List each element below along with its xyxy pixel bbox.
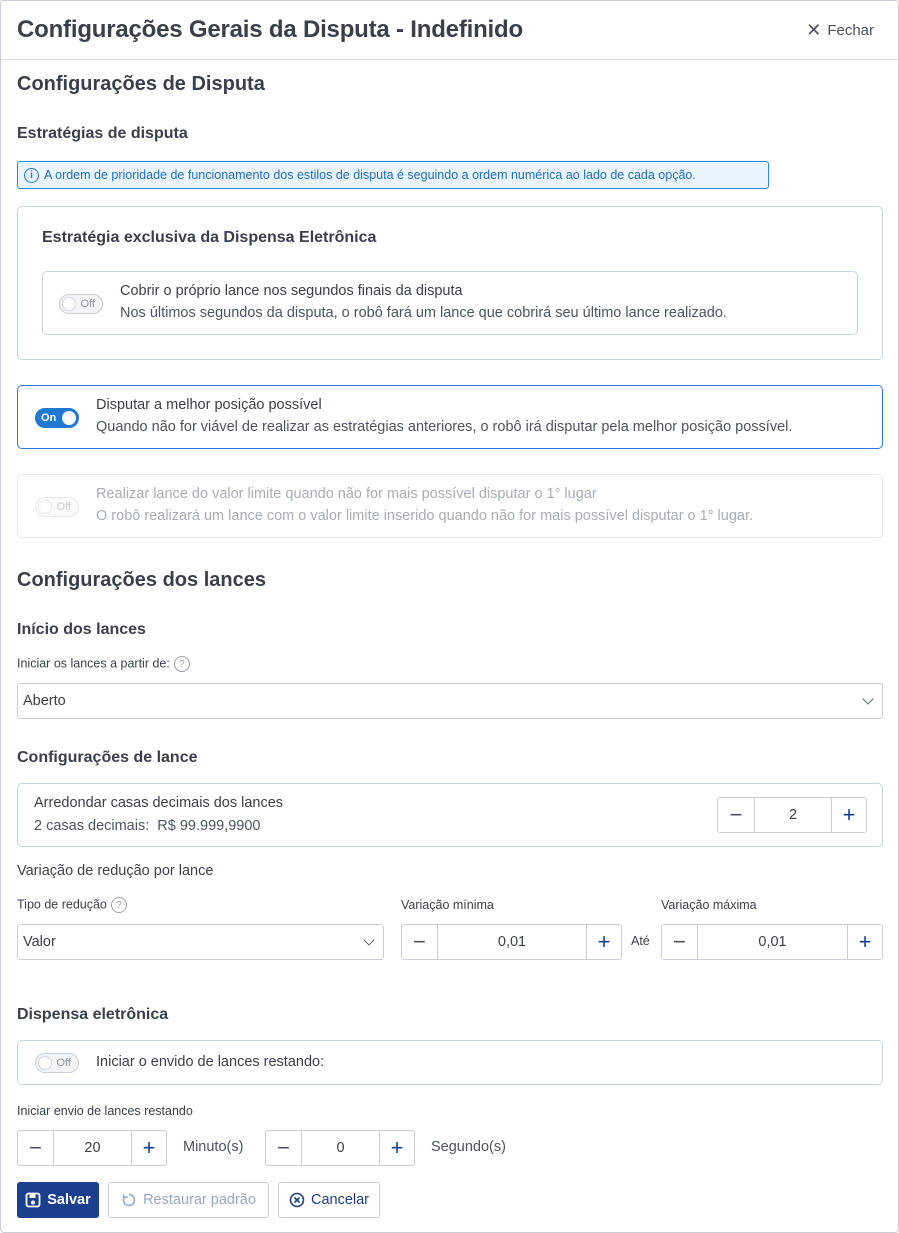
chevron-down-icon bbox=[862, 693, 873, 704]
increment-button[interactable]: + bbox=[848, 925, 882, 959]
toggle-knob bbox=[62, 297, 76, 311]
bids-start-value: Aberto bbox=[23, 693, 66, 709]
increment-button[interactable]: + bbox=[132, 1131, 166, 1165]
toggle-label: Off bbox=[56, 501, 71, 513]
save-button[interactable] bbox=[17, 1182, 99, 1218]
dispute-section-title: Configurações de Disputa bbox=[17, 73, 265, 95]
bids-start-title: Início dos lances bbox=[17, 621, 146, 638]
reduction-type-value: Valor bbox=[23, 934, 56, 950]
bids-start-select[interactable] bbox=[17, 683, 883, 719]
reduction-type-label-row bbox=[17, 897, 127, 913]
best-position-toggle[interactable] bbox=[35, 408, 79, 428]
round-decimals-card bbox=[17, 783, 883, 847]
electronic-toggle-label: Iniciar o envido de lances restando: bbox=[96, 1054, 325, 1070]
restore-icon bbox=[121, 1192, 137, 1208]
toggle-knob bbox=[38, 500, 52, 514]
seconds-label: Segundo(s) bbox=[431, 1139, 506, 1155]
close-label: Fechar bbox=[827, 21, 874, 39]
strategy-option-cover-own bbox=[42, 271, 858, 335]
option-desc: O robô realizará um lance com o valor limite inserido quando não for mais possível disputar o 1° lugar. bbox=[96, 508, 754, 524]
option-title: Realizar lance do valor limite quando não for mais possível disputar o 1° lugar bbox=[96, 486, 597, 502]
decrement-button[interactable]: − bbox=[18, 1131, 53, 1165]
strategies-title: Estratégias de disputa bbox=[17, 125, 188, 142]
modal-header bbox=[1, 1, 898, 60]
decrement-button[interactable]: − bbox=[266, 1131, 301, 1165]
max-variation-label: Variação máxima bbox=[661, 898, 757, 912]
bids-start-label-row bbox=[17, 656, 190, 672]
min-variation-stepper bbox=[401, 924, 622, 960]
electronic-title: Dispensa eletrônica bbox=[17, 1006, 169, 1023]
exclusive-strategy-card bbox=[17, 206, 883, 360]
bids-section-title: Configurações dos lances bbox=[17, 569, 266, 591]
modal-title: Configurações Gerais da Disputa - Indefinido bbox=[17, 16, 523, 43]
close-icon: ✕ bbox=[806, 20, 822, 40]
cancel-icon bbox=[289, 1192, 305, 1208]
electronic-toggle[interactable] bbox=[35, 1053, 79, 1073]
between-label: Até bbox=[631, 934, 650, 948]
increment-button[interactable]: + bbox=[380, 1131, 414, 1165]
cover-own-toggle[interactable] bbox=[59, 294, 103, 314]
toggle-label: On bbox=[41, 412, 57, 424]
round-decimals-value[interactable]: 2 bbox=[754, 798, 832, 832]
minutes-stepper bbox=[17, 1130, 167, 1166]
help-icon[interactable]: ? bbox=[111, 897, 127, 913]
max-variation-value[interactable]: 0,01 bbox=[697, 925, 848, 959]
minutes-label: Minuto(s) bbox=[183, 1139, 244, 1155]
min-variation-label: Variação mínima bbox=[401, 898, 494, 912]
restore-button[interactable] bbox=[108, 1182, 269, 1218]
cancel-button[interactable] bbox=[278, 1182, 380, 1218]
seconds-value[interactable]: 0 bbox=[301, 1131, 380, 1165]
round-desc: 2 casas decimais: R$ 99.999,9900 bbox=[34, 818, 261, 834]
max-variation-stepper bbox=[661, 924, 883, 960]
round-decimals-stepper bbox=[717, 797, 867, 833]
option-title: Disputar a melhor posição possível bbox=[96, 397, 322, 413]
save-icon bbox=[25, 1192, 41, 1208]
reduction-type-label: Tipo de redução bbox=[17, 897, 107, 912]
variation-title: Variação de redução por lance bbox=[17, 863, 214, 879]
help-icon[interactable]: ? bbox=[174, 656, 190, 672]
electronic-toggle-card bbox=[17, 1040, 883, 1085]
decrement-button[interactable]: − bbox=[402, 925, 437, 959]
reduction-type-select[interactable] bbox=[17, 924, 384, 960]
info-icon: i bbox=[24, 168, 39, 183]
round-title: Arredondar casas decimais dos lances bbox=[34, 795, 284, 811]
minutes-value[interactable]: 20 bbox=[53, 1131, 132, 1165]
close-button[interactable] bbox=[806, 21, 874, 39]
save-label: Salvar bbox=[47, 1192, 91, 1208]
cancel-label: Cancelar bbox=[310, 1192, 370, 1208]
toggle-label: Off bbox=[80, 298, 95, 310]
bids-start-label: Iniciar os lances a partir de: bbox=[17, 656, 170, 671]
limit-value-toggle[interactable] bbox=[35, 497, 79, 517]
toggle-knob bbox=[38, 1056, 52, 1070]
chevron-down-icon bbox=[363, 934, 374, 945]
strategy-option-limit-value bbox=[17, 474, 883, 538]
info-text: A ordem de prioridade de funcionamento dos estilos de disputa é seguindo a ordem numérica ao lado de cada opção. bbox=[44, 168, 696, 182]
option-title: Cobrir o próprio lance nos segundos finais da disputa bbox=[120, 283, 463, 299]
option-desc: Nos últimos segundos da disputa, o robô fará um lance que cobrirá seu último lance realizado. bbox=[120, 305, 727, 321]
info-banner bbox=[17, 161, 769, 189]
restore-label: Restaurar padrão bbox=[143, 1192, 256, 1208]
electronic-start-label: Iniciar envio de lances restando bbox=[17, 1104, 193, 1118]
seconds-stepper bbox=[265, 1130, 415, 1166]
option-desc: Quando não for viável de realizar as estratégias anteriores, o robô irá disputar pela melhor posição possível. bbox=[96, 419, 793, 435]
toggle-knob bbox=[62, 411, 76, 425]
strategy-option-best-position bbox=[17, 385, 883, 449]
bid-config-title: Configurações de lance bbox=[17, 749, 198, 766]
decrement-button[interactable]: − bbox=[718, 798, 754, 832]
toggle-label: Off bbox=[56, 1057, 71, 1069]
increment-button[interactable]: + bbox=[587, 925, 621, 959]
decrement-button[interactable]: − bbox=[662, 925, 697, 959]
exclusive-title: Estratégia exclusiva da Dispensa Eletrônica bbox=[42, 229, 377, 246]
increment-button[interactable]: + bbox=[832, 798, 866, 832]
min-variation-value[interactable]: 0,01 bbox=[437, 925, 587, 959]
